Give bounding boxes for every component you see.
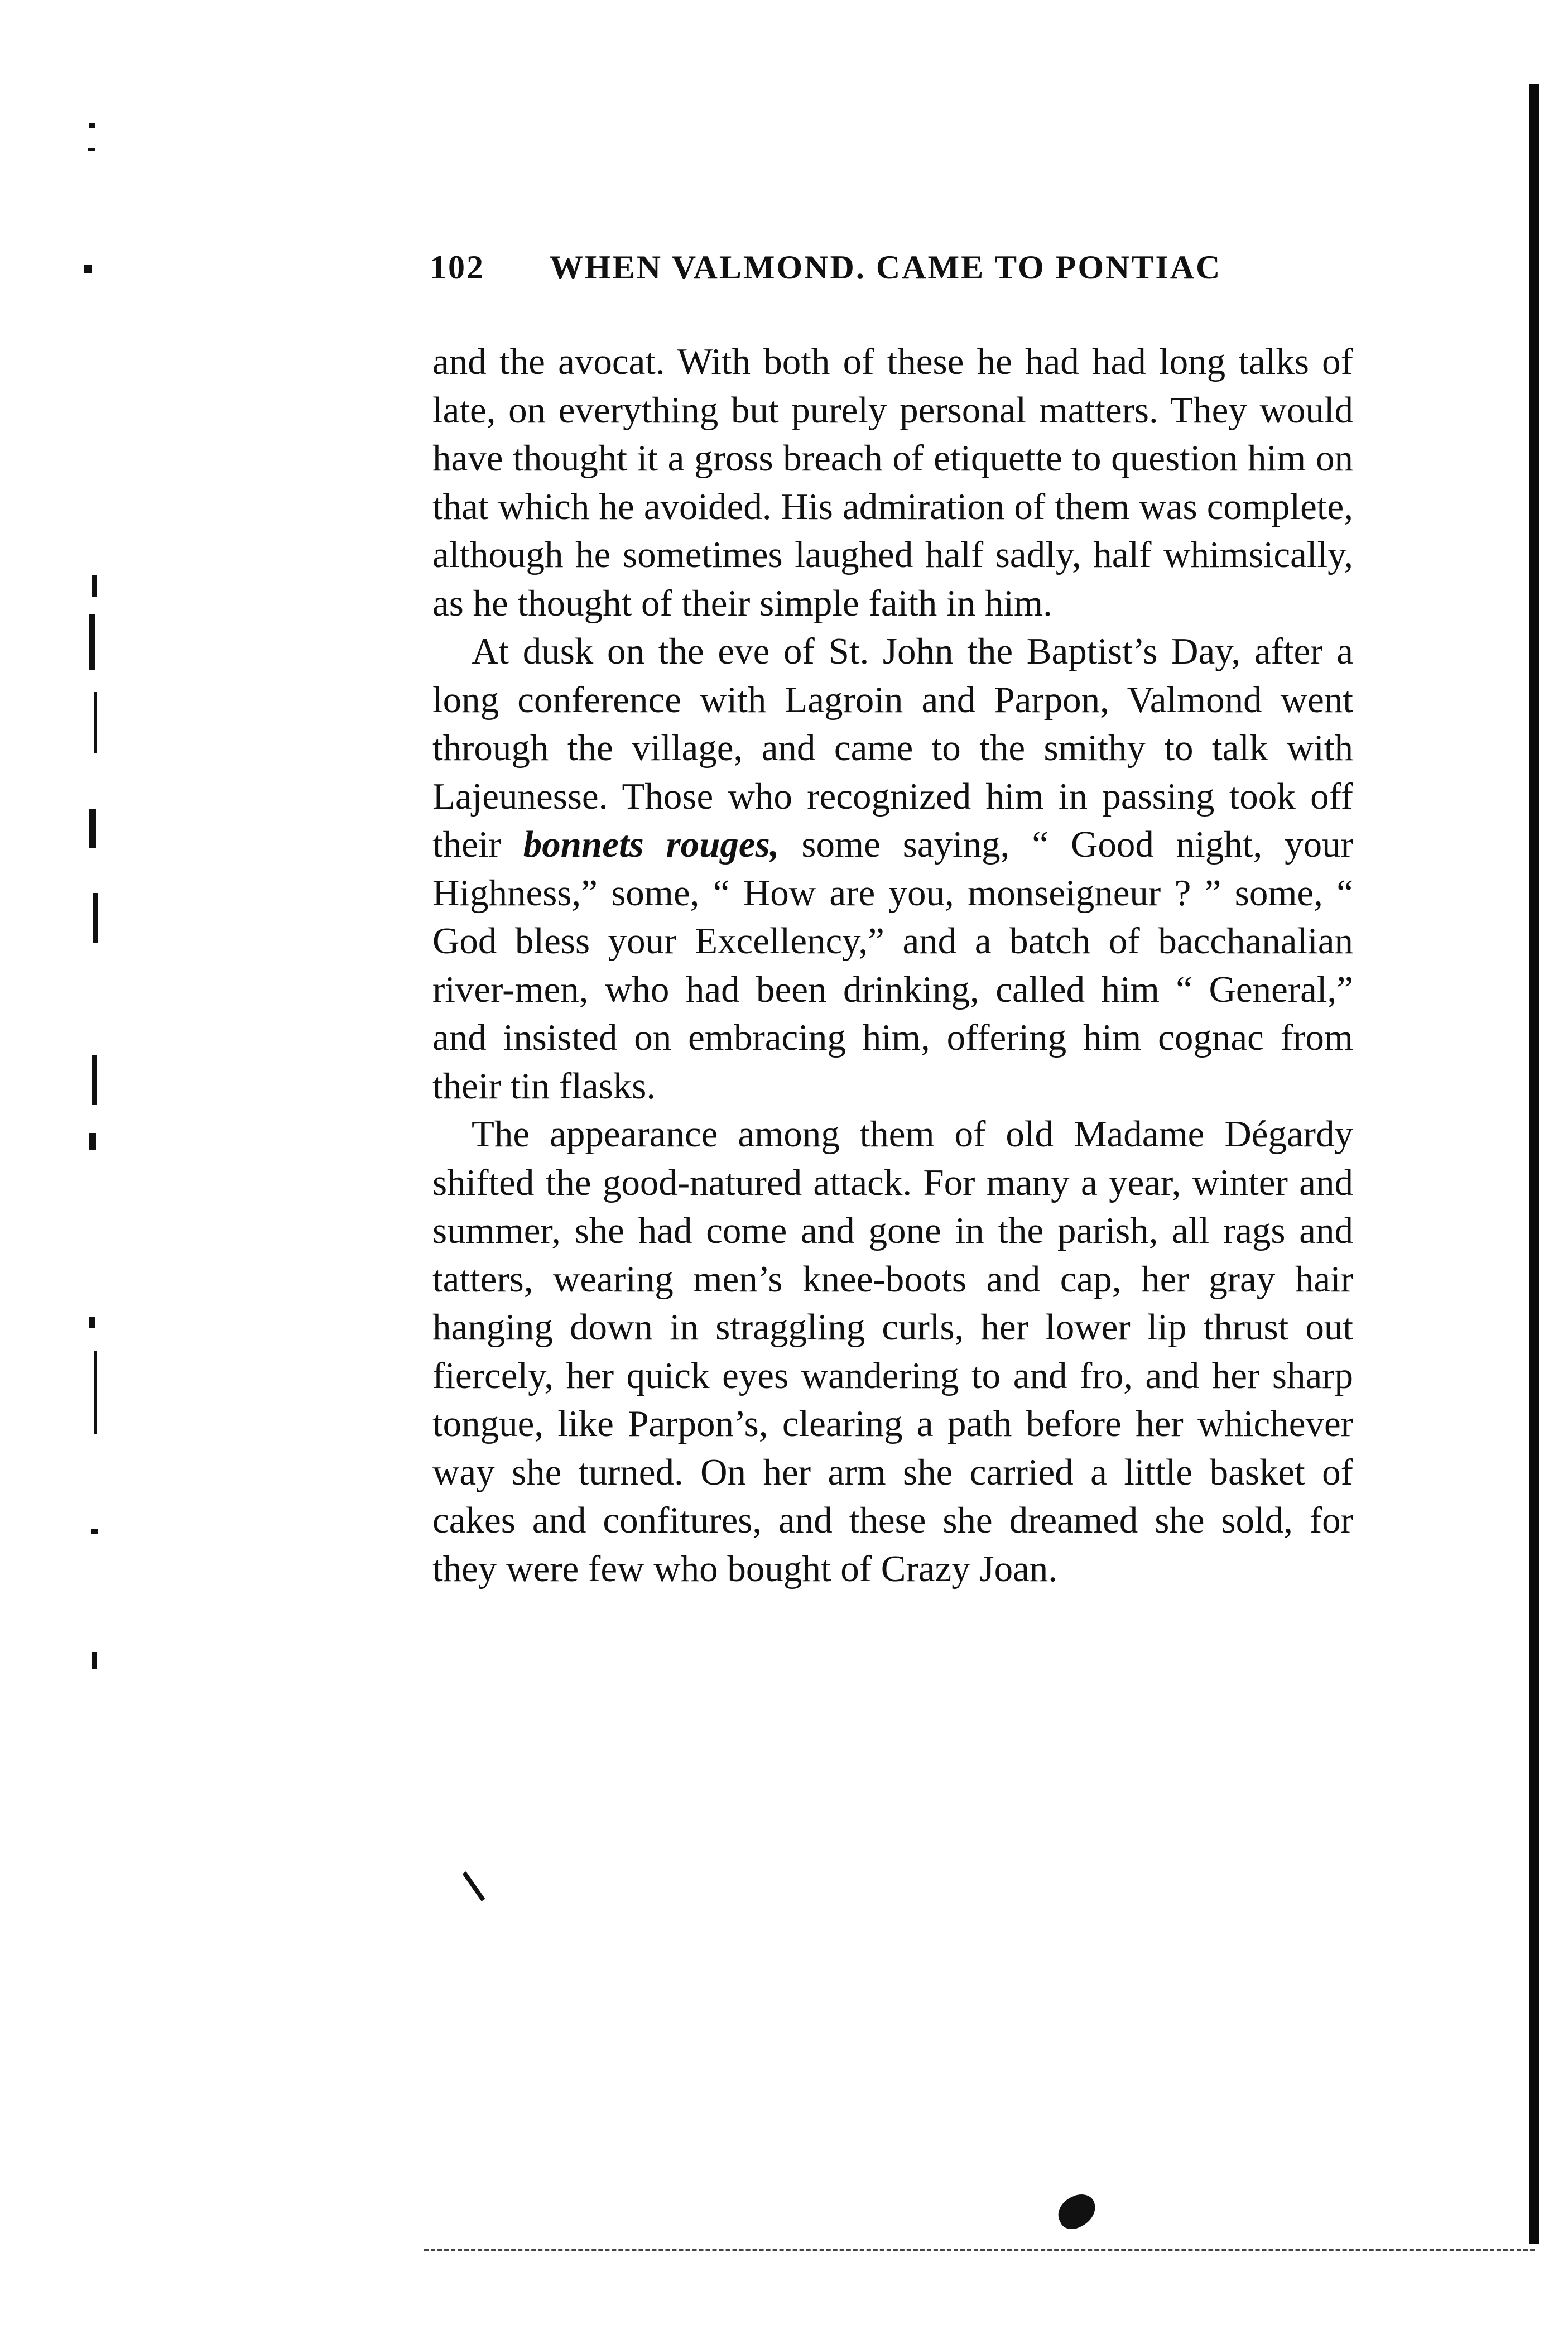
page-number: 102 [430, 249, 485, 286]
body-text [432, 338, 1353, 1593]
ink-blot [1053, 2189, 1102, 2234]
page-edge-shadow [1529, 84, 1539, 2244]
running-head [430, 248, 1350, 287]
ink-mark [463, 1871, 485, 1901]
running-title: WHEN VALMOND. CAME TO PONTIAC [550, 249, 1222, 286]
paragraph-3: The appearance among them of old Madame Dégardy shifted the good-natured attack. For many a year, winter and summer, she had come and gone in the parish, all rags and tatters, wearing men’s knee-boots and cap, her gray hair hanging down in straggling curls, her lower lip thrust out fiercely, her quick eyes wandering to and fro, and her sharp tongue, like Parpon’s, clearing a path before her whichever way she turned. On her arm she carried a little basket of cakes and confitures, and these she dreamed she sold, for they were few who bought of Crazy Joan. [432, 1113, 1353, 1589]
left-gutter-marks [73, 112, 117, 2288]
italic-phrase: bonnets rouges, [523, 824, 780, 865]
paragraph-2-text-after-italic: some saying, “ Good night, your Highness,” some, “ How are you, monseigneur ? ” some, “ God bless your Excellency,” and a batch of bacchanalian river-men, who had been drinking, called him “ General,” and insisted on embracing him, offering him cognac from their tin flasks. [432, 824, 1353, 1107]
paragraph-2 [432, 627, 1353, 1110]
paragraph-2-text-before-italic: At dusk on the eve of St. John the Baptist’s Day, after a long conference with Lagroin and Parpon, Valmond went through the village, and came to the smithy to talk with Lajeunesse. Those who recognized him in passing took off their [432, 631, 1353, 865]
paragraph-1: and the avocat. With both of these he had had long talks of late, on everything but purely personal matters. They would have thought it a gross breach of etiquette to question him on that which he avoided. His admiration of them was complete, although he sometimes laughed half sadly, half whimsically, as he thought of their simple faith in him. [432, 341, 1353, 624]
scan-bottom-rule [424, 2249, 1535, 2254]
